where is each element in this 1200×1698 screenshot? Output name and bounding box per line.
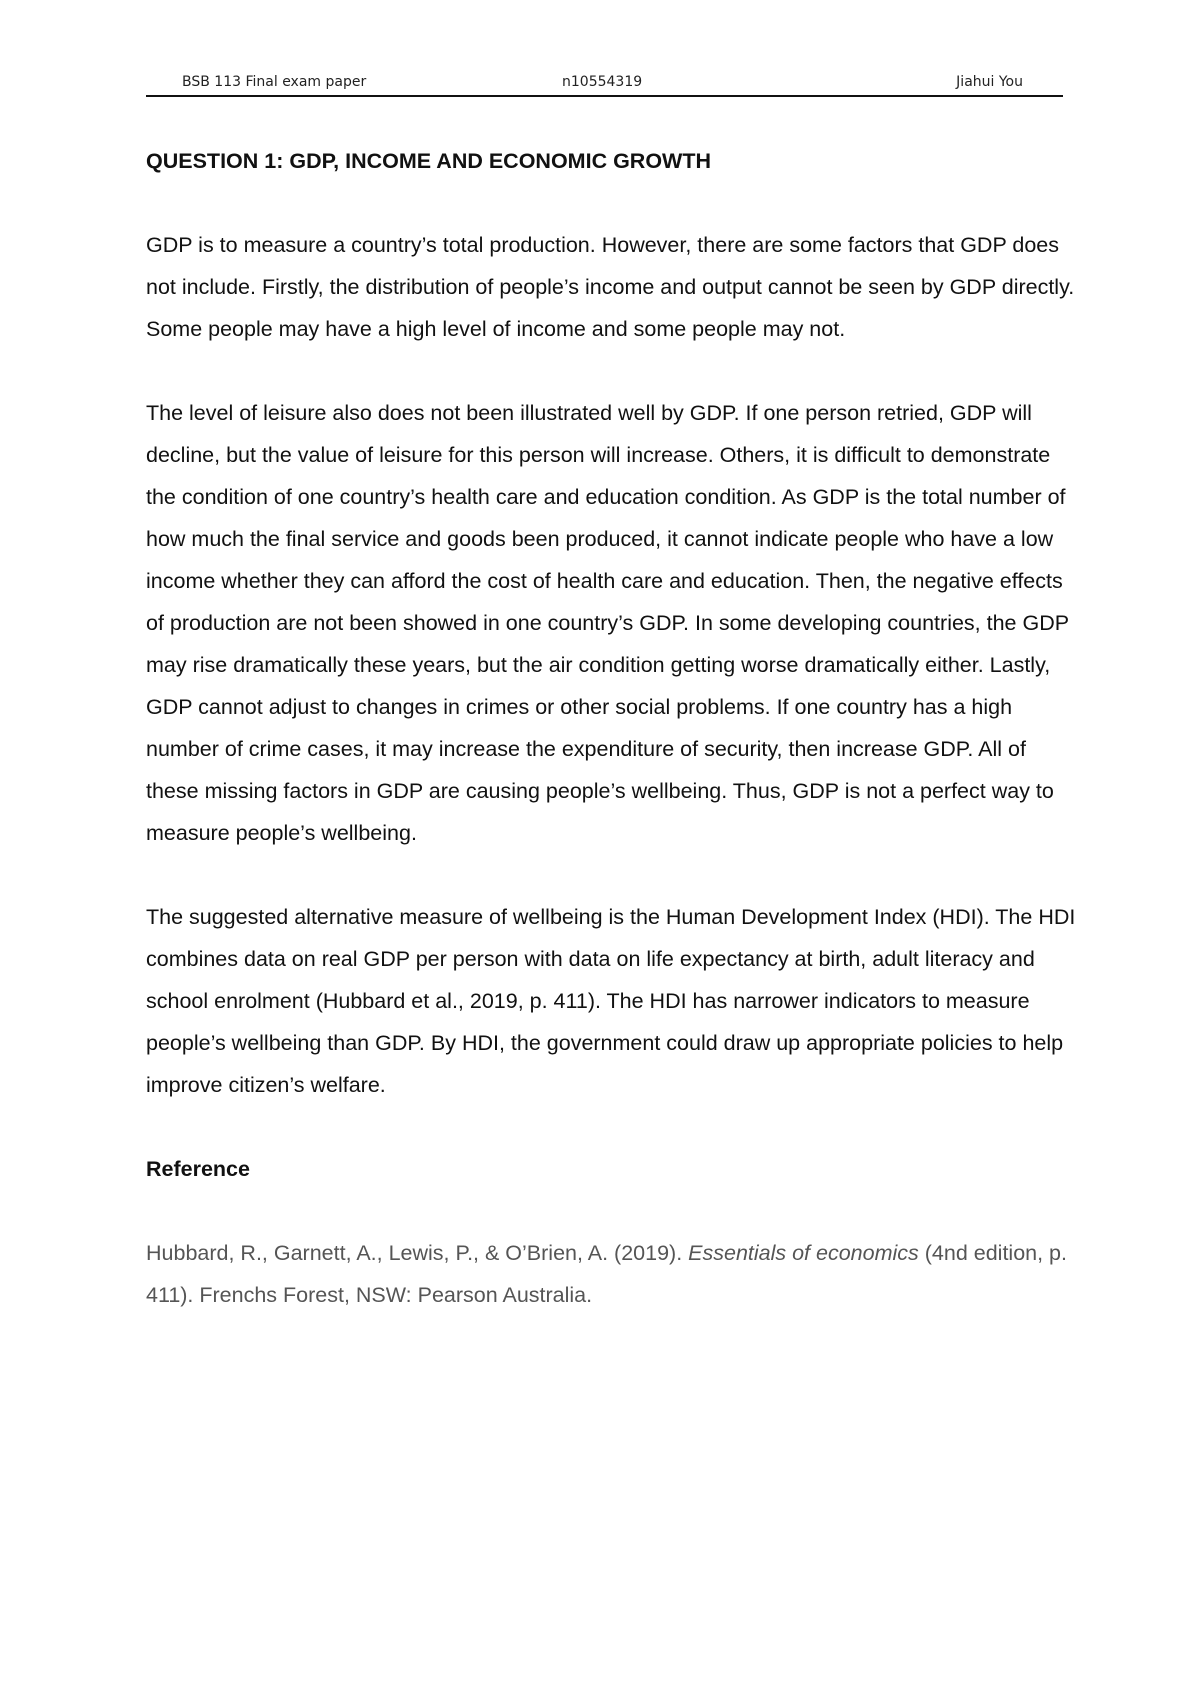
reference-publication-details: (4nd edition, p. 411). Frenchs Forest, NSW: Pearson Australia. (146, 1241, 1067, 1307)
question-title: QUESTION 1: GDP, INCOME AND ECONOMIC GROWTH (146, 149, 711, 173)
paragraph-hdi-alternative: The suggested alternative measure of wellbeing is the Human Development Index (HDI). The HDI combines data on real GDP per person with data on life expectancy at birth, adult literacy and school enrolment (Hubbard et al., 2019, p. 411). The HDI has narrower indicators to measure people’s wellbeing than GDP. By HDI, the government could draw up appropriate policies to help improve citizen’s welfare. (146, 905, 1076, 1097)
header-divider (146, 95, 1063, 97)
page-header (146, 72, 1063, 96)
header-student-id: n10554319 (562, 74, 643, 90)
reference-authors: Hubbard, R., Garnett, A., Lewis, P., & O’Brien, A. (2019). (146, 1241, 689, 1265)
reference-title: Essentials of economics (688, 1241, 919, 1265)
header-author: Jiahui You (956, 74, 1023, 90)
document-body (146, 140, 1076, 1316)
paragraph-gdp-definition: GDP is to measure a country’s total production. However, there are some factors that GDP does not include. Firstly, the distribution of people’s income and output cannot be seen by GDP directly. Some people may have a high level of income and some people may not. (146, 233, 1075, 341)
reference-heading: Reference (146, 1157, 250, 1181)
reference-entry (146, 1232, 1076, 1316)
header-course: BSB 113 Final exam paper (182, 74, 367, 90)
paragraph-gdp-limitations: The level of leisure also does not been illustrated well by GDP. If one person retried, GDP will decline, but the value of leisure for this person will increase. Others, it is difficult to demonstrate the condition of one country’s health care and education condition. As GDP is the total number of how much the final service and goods been produced, it cannot indicate people who have a low income whether they can afford the cost of health care and education. Then, the negative effects of production are not been showed in one country’s GDP. In some developing countries, the GDP may rise dramatically these years, but the air condition getting worse dramatically either. Lastly, GDP cannot adjust to changes in crimes or other social problems. If one country has a high number of crime cases, it may increase the expenditure of security, then increase GDP. All of these missing factors in GDP are causing people’s wellbeing. Thus, GDP is not a perfect way to measure people’s wellbeing. (146, 401, 1069, 845)
